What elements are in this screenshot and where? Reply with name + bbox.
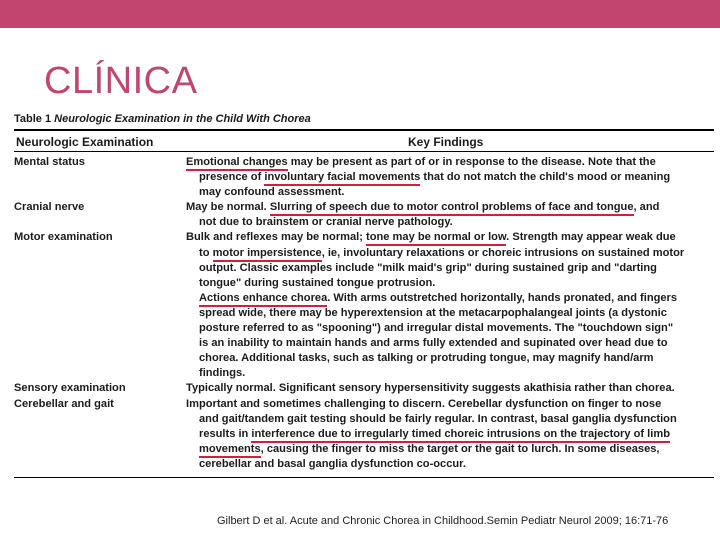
finding-text: Important and sometimes challenging to discern. Cerebellar dysfunction on finger to nose <box>186 397 662 410</box>
row-findings <box>186 230 714 381</box>
finding-line <box>186 427 712 442</box>
table-body <box>14 155 714 472</box>
underlined-finding: movements <box>199 443 261 458</box>
row-label: Mental status <box>14 156 85 168</box>
finding-text: chorea. Additional tasks, such as talking or protruding tongue, may magnify hand/arm <box>199 352 654 365</box>
finding-text: tongue" during sustained tongue protrusion. <box>199 276 436 289</box>
finding-text: may confound assessment. <box>199 186 345 199</box>
top-accent-bar <box>0 0 720 28</box>
finding-text: , causing the finger to miss the target or the gait to lurch. In some diseases, <box>260 442 660 455</box>
slide-title: CLÍNICA <box>44 60 198 102</box>
underlined-finding: tone may be normal or low <box>366 231 506 246</box>
finding-line <box>186 261 712 276</box>
finding-line <box>186 291 712 306</box>
finding-line <box>186 170 712 185</box>
finding-line <box>186 442 712 457</box>
finding-line <box>186 457 712 472</box>
table-bottom-rule <box>14 477 714 478</box>
finding-text: output. Classic examples include "milk maid's grip" during sustained grip and "darting <box>199 261 657 274</box>
finding-text: May be normal. <box>186 201 270 214</box>
finding-line <box>186 215 712 230</box>
citation-footer: Gilbert D et al. Acute and Chronic Chorea in Childhood.Semin Pediatr Neurol 2009; 16:71-76 <box>217 515 669 527</box>
finding-line <box>186 351 712 366</box>
table-number: Table 1 <box>14 113 52 125</box>
finding-line <box>186 366 712 381</box>
table-row <box>14 381 714 396</box>
finding-text: cerebellar and basal ganglia dysfunction co-occur. <box>199 457 466 470</box>
finding-text: . With arms outstretched horizontally, hands pronated, and fingers <box>327 291 678 304</box>
finding-line <box>186 230 712 245</box>
underlined-finding: motor impersistence <box>213 247 322 262</box>
finding-line <box>186 200 712 215</box>
row-label: Cerebellar and gait <box>14 397 114 410</box>
finding-text: findings. <box>199 367 246 380</box>
finding-line <box>186 155 712 170</box>
finding-text: spread wide, there may be hyperextension at the metacarpophalangeal joints (a dystonic <box>199 306 667 319</box>
finding-line <box>186 381 712 396</box>
row-label: Sensory examination <box>14 382 126 395</box>
finding-line <box>186 306 712 321</box>
table-top-rule <box>14 129 714 131</box>
finding-text: presence of <box>199 171 265 184</box>
table-row <box>14 397 714 472</box>
finding-text: posture referred to as "spooning") and irregular distal movements. The "touchdown sign" <box>199 322 674 335</box>
finding-line <box>186 412 712 427</box>
finding-line <box>186 321 712 336</box>
finding-text: may be present as part of or in response to the disease. Note that the <box>287 156 656 168</box>
underlined-finding: involuntary facial movements <box>264 171 420 186</box>
row-findings <box>186 381 714 396</box>
finding-text: Bulk and reflexes may be normal; <box>186 231 367 244</box>
header-neurologic-examination: Neurologic Examination <box>16 135 154 149</box>
finding-text: , ie, involuntary relaxations or choreic intrusions on sustained motor <box>321 246 685 259</box>
underlined-finding: Actions enhance chorea <box>199 292 327 307</box>
table-row <box>14 155 714 200</box>
underlined-finding: Emotional changes <box>186 156 288 171</box>
row-label: Cranial nerve <box>14 201 85 214</box>
underlined-finding: interference due to irregularly timed choreic intrusions on the trajectory of limb <box>251 428 670 443</box>
row-findings <box>186 397 714 472</box>
finding-text: not due to brainstem or cranial nerve pathology. <box>199 216 453 229</box>
table-row <box>14 200 714 230</box>
finding-text: . Strength may appear weak due <box>506 231 676 244</box>
finding-text: results in <box>199 427 252 440</box>
underlined-finding: Slurring of speech due to motor control problems of face and tongue <box>270 201 634 216</box>
finding-text: , and <box>633 201 660 214</box>
finding-line <box>186 336 712 351</box>
table-row <box>14 230 714 381</box>
finding-text: Typically normal. Significant sensory hypersensitivity suggests akathisia rather than chorea. <box>186 382 675 395</box>
finding-text: to <box>199 246 213 259</box>
row-findings <box>186 200 714 230</box>
header-key-findings: Key Findings <box>408 135 484 149</box>
finding-line <box>186 185 712 200</box>
finding-text: is an inability to maintain hands and arms fully extended and supinated over head due to <box>199 337 668 350</box>
row-findings <box>186 155 714 200</box>
finding-text: that do not match the child's mood or meaning <box>420 171 671 184</box>
finding-line <box>186 397 712 412</box>
finding-text: and gait/tandem gait testing should be fairly regular. In contrast, basal ganglia dysfunction <box>199 412 677 425</box>
finding-line <box>186 246 712 261</box>
table-caption-text: Neurologic Examination in the Child With Chorea <box>54 113 311 125</box>
finding-line <box>186 276 712 291</box>
table-header-rule <box>14 151 714 152</box>
row-label: Motor examination <box>14 231 113 244</box>
table-caption <box>14 113 311 125</box>
